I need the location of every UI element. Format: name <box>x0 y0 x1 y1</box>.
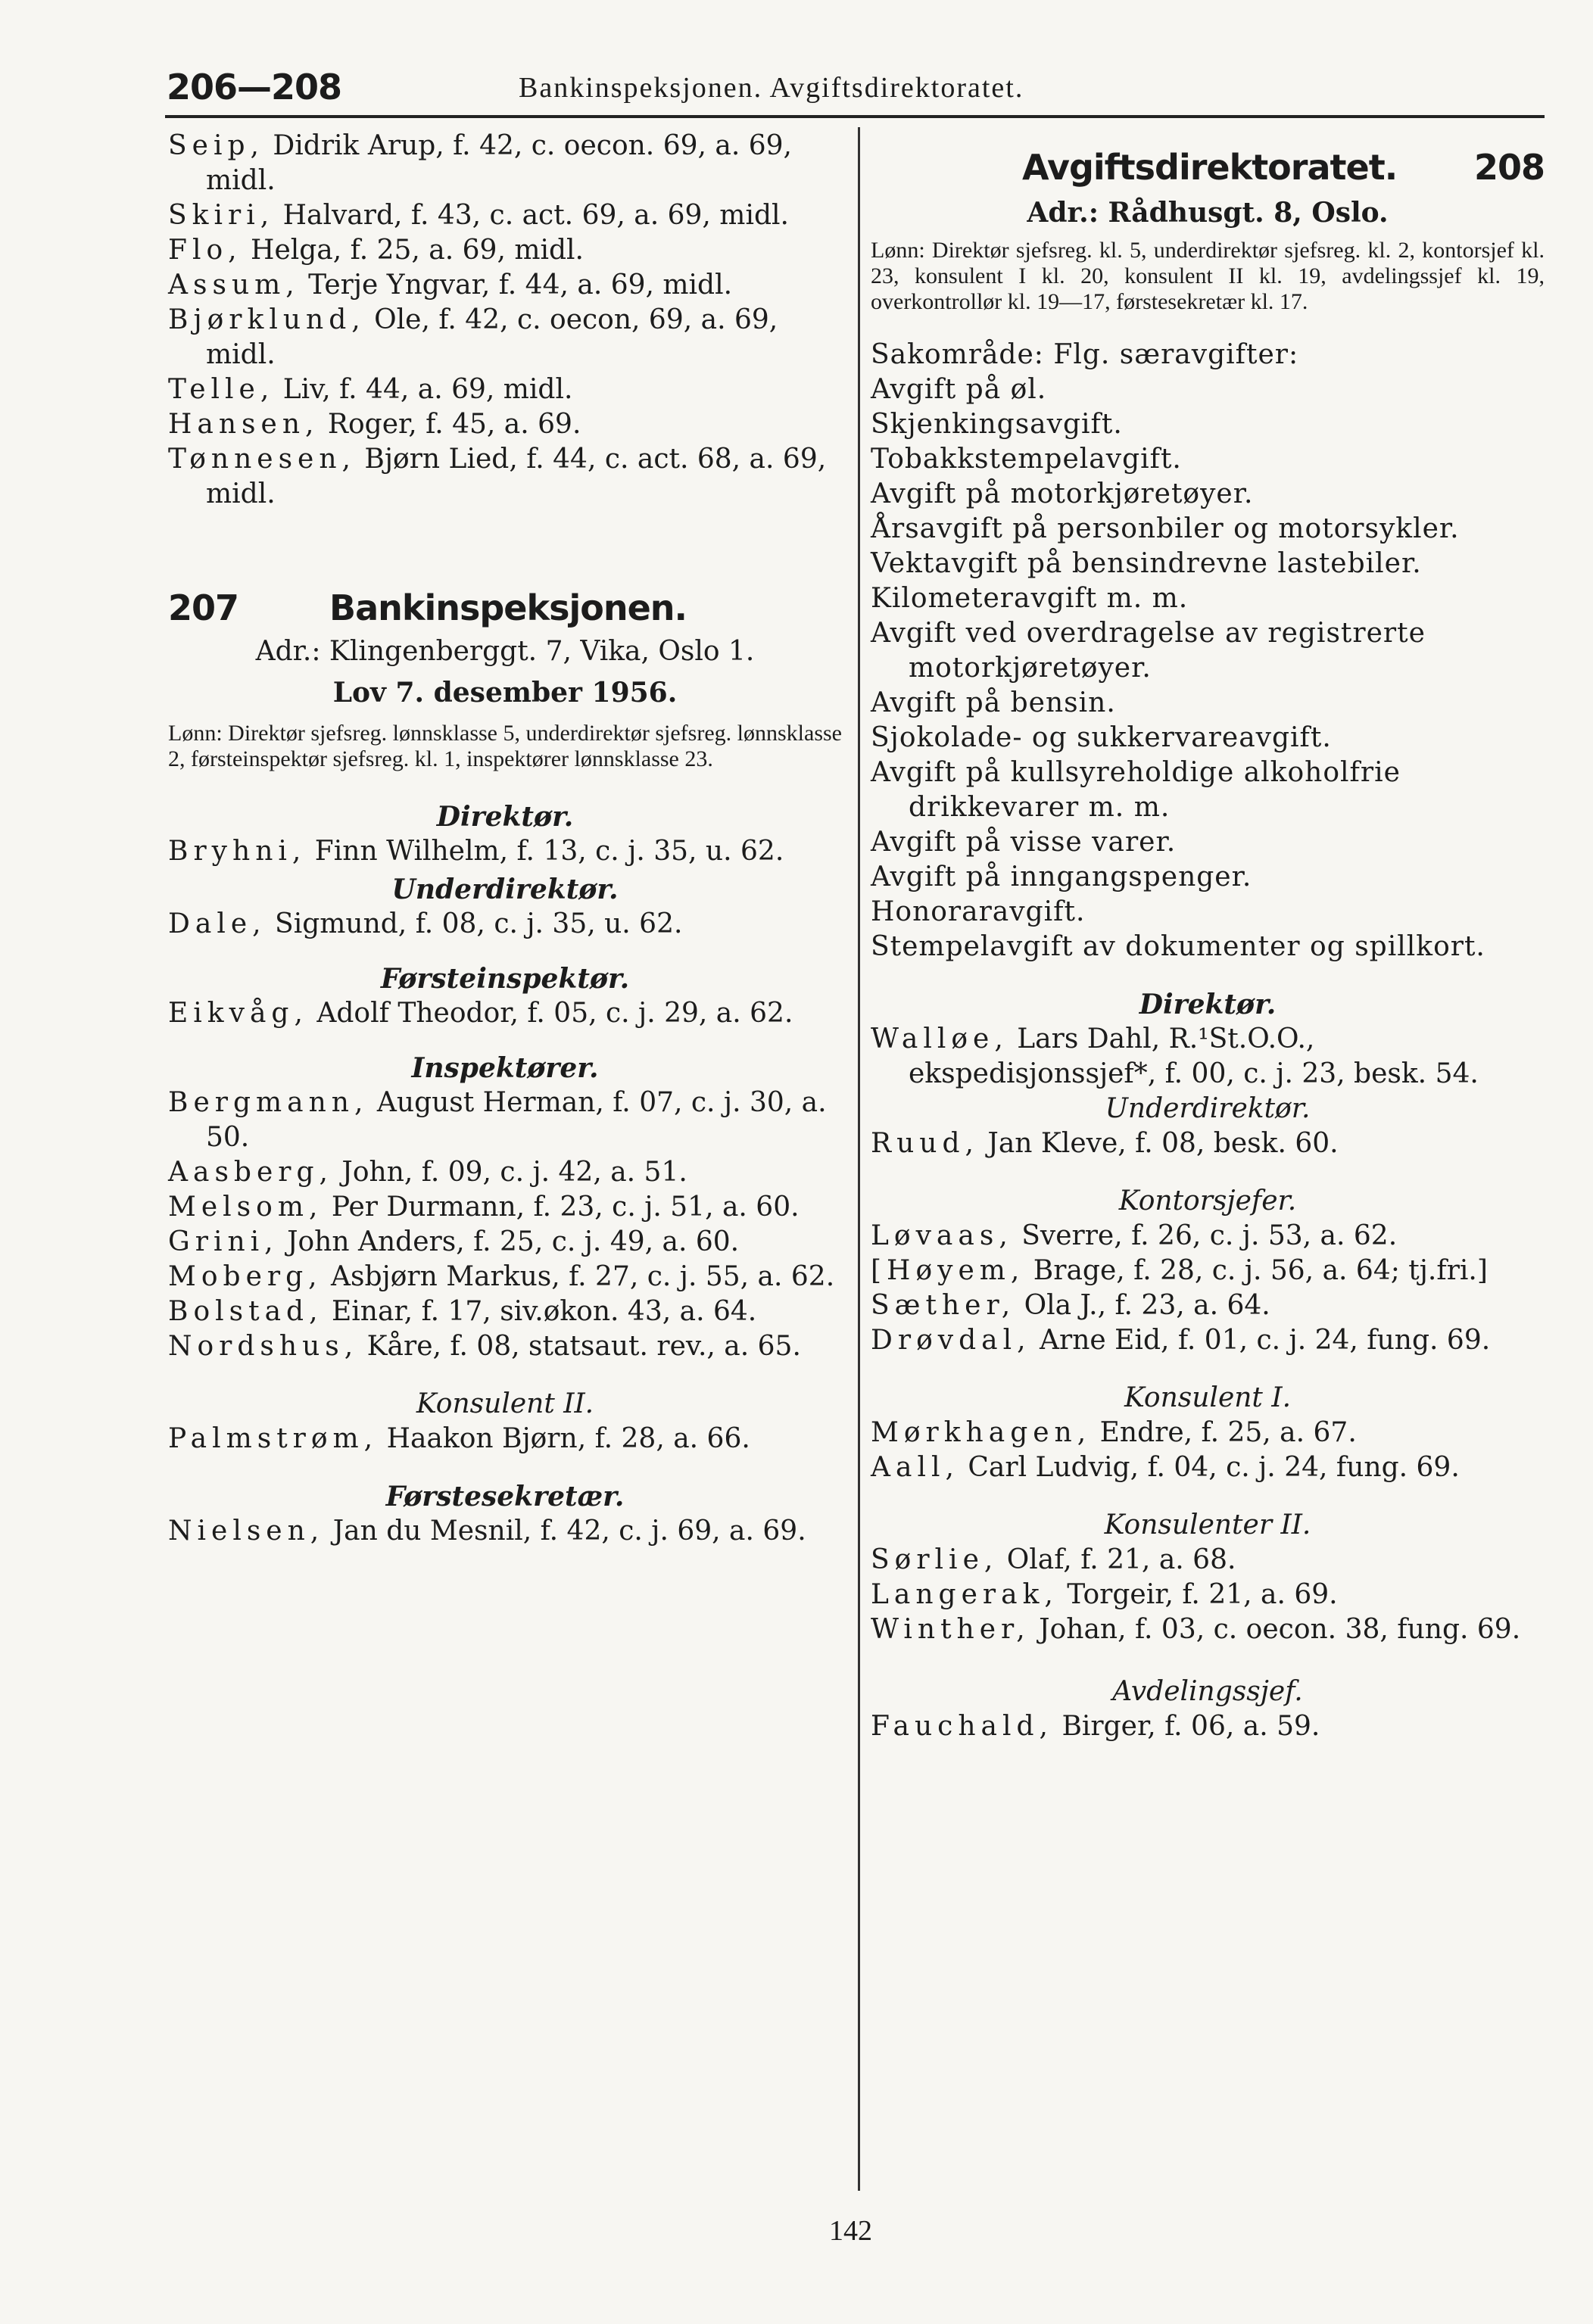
person-details: Jan du Mesnil, f. 42, c. j. 69, a. 69. <box>324 1516 806 1547</box>
list-item <box>871 1126 1545 1161</box>
list-item <box>168 1294 842 1329</box>
person-surname: Tønnesen, <box>168 444 356 475</box>
list-item <box>168 303 842 372</box>
person-surname: Bolstad, <box>168 1296 323 1327</box>
person-surname: Eikvåg, <box>168 998 308 1029</box>
list-item <box>871 1543 1545 1578</box>
heading-direktor: Direktør. <box>1139 989 1277 1020</box>
sakomrade-intro: Sakområde: Flg. særavgifter: <box>871 339 1299 370</box>
person-surname: Bryhni, <box>168 836 307 867</box>
konsulenter-2-list <box>871 1543 1545 1647</box>
forsteinspektor-list <box>168 996 842 1031</box>
page-number: 142 <box>829 2215 872 2247</box>
person-surname: Nielsen, <box>168 1516 325 1547</box>
person-details: Ole, f. 42, c. oecon, 69, a. 69, midl. <box>206 304 778 370</box>
list-item <box>168 442 842 512</box>
left-column <box>168 129 842 1549</box>
person-surname: Hansen, <box>168 409 320 440</box>
person-details: Jan Kleve, f. 08, besk. 60. <box>978 1128 1339 1159</box>
person-surname: Walløe, <box>871 1023 1008 1055</box>
list-item <box>168 1155 842 1190</box>
list-item <box>168 372 842 407</box>
list-item <box>871 1612 1545 1647</box>
kontorsjefer-list <box>871 1219 1545 1358</box>
person-details: Adolf Theodor, f. 05, c. j. 29, a. 62. <box>307 998 793 1029</box>
salary-note: Lønn: Direktør sjefsreg. kl. 5, underdirektør sjefsreg. kl. 2, kontorsjef kl. 23, konsulent I kl. 20, konsulent II kl. 19, avdelingssjef kl. 19, overkontrollør kl. 19—17, førstesekretær kl. 17. <box>871 238 1545 314</box>
list-item <box>168 198 842 233</box>
list-item <box>168 407 842 442</box>
person-surname: Mørkhagen, <box>871 1417 1092 1448</box>
person-surname: Løvaas, <box>871 1220 1013 1251</box>
heading-konsulenter-2: Konsulenter II. <box>1104 1509 1311 1541</box>
direktor-list <box>871 1022 1545 1092</box>
list-item: Honoraravgift. <box>871 896 1086 927</box>
person-details: Sverre, f. 26, c. j. 53, a. 62. <box>1012 1220 1398 1251</box>
section-number: 207 <box>168 587 239 628</box>
list-item <box>168 1260 842 1294</box>
person-surname: Moberg, <box>168 1261 323 1292</box>
person-surname: Flo, <box>168 235 242 266</box>
list-item <box>871 1578 1545 1612</box>
list-item <box>168 268 842 303</box>
list-item: Tobakkstempelavgift. <box>871 444 1182 475</box>
list-item: Avgift på bensin. <box>871 687 1116 718</box>
person-surname: Palmstrøm, <box>168 1423 379 1454</box>
list-item <box>168 996 842 1031</box>
list-item <box>168 1225 842 1260</box>
person-details: Einar, f. 17, siv.økon. 43, a. 64. <box>323 1296 757 1327</box>
list-item <box>871 1323 1545 1358</box>
person-details: Johan, f. 03, c. oecon. 38, fung. 69. <box>1030 1614 1521 1645</box>
section-number: 208 <box>1473 147 1545 188</box>
avdelingssjef-list <box>871 1709 1545 1744</box>
person-details: Carl Ludvig, f. 04, c. j. 24, fung. 69. <box>959 1452 1460 1483</box>
person-surname: Nordshus, <box>168 1331 359 1362</box>
person-surname: Sæther, <box>871 1290 1016 1321</box>
heading-konsulent-1: Konsulent I. <box>1124 1382 1292 1413</box>
person-surname: Seip, <box>168 130 264 161</box>
person-details: Arne Eid, f. 01, c. j. 24, fung. 69. <box>1030 1325 1491 1356</box>
list-item <box>871 1709 1545 1744</box>
salary-note: Lønn: Direktør sjefsreg. lønnsklasse 5, underdirektør sjefsreg. lønnsklasse 2, førsteinspektør sjefsreg. kl. 1, inspektører lønnsklasse 23. <box>168 721 842 771</box>
list-item <box>168 834 842 869</box>
address: Adr.: Rådhusgt. 8, Oslo. <box>1027 197 1389 229</box>
person-surname: Bjørklund, <box>168 304 366 335</box>
list-item <box>871 1450 1545 1485</box>
list-item <box>168 907 842 942</box>
forstesekretaer-list <box>168 1514 842 1549</box>
person-details: Terje Yngvar, f. 44, a. 69, midl. <box>299 269 733 301</box>
list-item: Skjenkingsavgift. <box>871 409 1123 440</box>
heading-inspektorer: Inspektører. <box>411 1052 599 1084</box>
heading-forstesekretaer: Førstesekretær. <box>385 1481 625 1512</box>
person-details: Ola J., f. 23, a. 64. <box>1015 1290 1270 1321</box>
list-item <box>168 1422 842 1456</box>
header-rule <box>165 115 1545 118</box>
person-details: Olaf, f. 21, a. 68. <box>998 1544 1236 1575</box>
list-item <box>168 1514 842 1549</box>
person-surname: Langerak, <box>871 1579 1058 1610</box>
person-surname: Telle, <box>168 374 275 405</box>
heading-underdirektor: Underdirektør. <box>1105 1093 1311 1124</box>
person-surname: Aall, <box>871 1452 959 1483</box>
sakomrade-list <box>871 338 1545 964</box>
list-item: Avgift på motorkjøretøyer. <box>871 478 1254 509</box>
person-details: Sigmund, f. 08, c. j. 35, u. 62. <box>266 908 683 939</box>
list-item: Årsavgift på personbiler og motorsykler. <box>871 513 1460 544</box>
person-surname: Aasberg, <box>168 1157 333 1188</box>
person-details: Halvard, f. 43, c. act. 69, a. 69, midl. <box>274 200 789 231</box>
list-item: Avgift ved overdragelse av registrerte motorkjøretøyer. <box>871 618 1426 684</box>
person-details: Helga, f. 25, a. 69, midl. <box>242 235 584 266</box>
address: Adr.: Klingenberggt. 7, Vika, Oslo 1. <box>255 636 755 667</box>
list-item: Stempelavgift av dokumenter og spillkort. <box>871 931 1485 962</box>
person-details: Finn Wilhelm, f. 13, c. j. 35, u. 62. <box>306 836 784 867</box>
list-item: Avgift på øl. <box>871 374 1047 405</box>
list-item: Kilometeravgift m. m. <box>871 583 1189 614</box>
list-item <box>871 1254 1545 1288</box>
person-details: Haakon Bjørn, f. 28, a. 66. <box>378 1423 750 1454</box>
person-details: Roger, f. 45, a. 69. <box>319 409 581 440</box>
list-item <box>168 1329 842 1364</box>
heading-direktor: Direktør. <box>436 801 574 833</box>
inspektorer-list <box>168 1086 842 1364</box>
list-item <box>871 1219 1545 1254</box>
list-item <box>871 1288 1545 1323</box>
list-item <box>168 129 842 198</box>
direktor-list <box>168 834 842 869</box>
list-item <box>871 1022 1545 1092</box>
person-surname: Melsom, <box>168 1192 323 1223</box>
person-surname: Dale, <box>168 908 267 939</box>
person-surname: Fauchald, <box>871 1711 1053 1742</box>
konsulent-list <box>168 1422 842 1456</box>
list-item: Avgift på inngangspenger. <box>871 861 1252 893</box>
person-surname: Skiri, <box>168 200 275 231</box>
law: Lov 7. desember 1956. <box>332 677 678 709</box>
person-surname: Ruud, <box>871 1128 979 1159</box>
list-item <box>168 233 842 268</box>
person-details: Kåre, f. 08, statsaut. rev., a. 65. <box>358 1331 801 1362</box>
konsulent-1-list <box>871 1416 1545 1485</box>
section-208-heading <box>871 147 1545 188</box>
person-surname: Winther, <box>871 1614 1030 1645</box>
person-surname: Sørlie, <box>871 1544 999 1575</box>
person-details: Liv, f. 44, a. 69, midl. <box>274 374 573 405</box>
heading-avdelingssjef: Avdelingssjef. <box>1112 1676 1303 1707</box>
person-surname: Assum, <box>168 269 300 301</box>
list-item <box>168 1190 842 1225</box>
section-title: Bankinspeksjonen. <box>329 587 687 628</box>
underdirektor-list <box>168 907 842 942</box>
entry-list-continued <box>168 129 842 512</box>
underdirektor-list <box>871 1126 1545 1161</box>
column-divider <box>858 127 860 2191</box>
list-item: Avgift på kullsyreholdige alkoholfrie drikkevarer m. m. <box>871 757 1401 823</box>
person-details: Per Durmann, f. 23, c. j. 51, a. 60. <box>323 1192 800 1223</box>
person-details: Bjørn Lied, f. 44, c. act. 68, a. 69, midl. <box>206 444 827 509</box>
heading-forsteinspektor: Førsteinspektør. <box>380 963 630 995</box>
section-207-heading <box>168 587 842 628</box>
running-title: Bankinspeksjonen. Avgiftsdirektoratet. <box>519 72 1024 104</box>
person-details: John Anders, f. 25, c. j. 49, a. 60. <box>278 1226 740 1257</box>
person-details: Brage, f. 28, c. j. 56, a. 64; tj.fri.] <box>1024 1255 1488 1286</box>
person-details: Torgeir, f. 21, a. 69. <box>1058 1579 1338 1610</box>
person-details: John, f. 09, c. j. 42, a. 51. <box>332 1157 687 1188</box>
list-item <box>871 1416 1545 1450</box>
list-item <box>168 1086 842 1155</box>
person-surname: [Høyem, <box>871 1255 1025 1286</box>
heading-underdirektor: Underdirektør. <box>391 874 619 905</box>
person-surname: Drøvdal, <box>871 1325 1031 1356</box>
section-title: Avgiftsdirektoratet. <box>1022 147 1398 188</box>
person-details: Didrik Arup, f. 42, c. oecon. 69, a. 69, midl. <box>206 130 792 196</box>
page-header <box>167 67 1499 112</box>
person-details: Lars Dahl, R.¹St.O.O., ekspedisjonssjef*, f. 00, c. j. 23, besk. 54. <box>909 1023 1479 1089</box>
heading-kontorsjefer: Kontorsjefer. <box>1118 1185 1297 1217</box>
person-details: Asbjørn Markus, f. 27, c. j. 55, a. 62. <box>322 1261 835 1292</box>
page-range: 206—208 <box>167 67 342 107</box>
right-column <box>871 129 1545 1744</box>
person-details: Endre, f. 25, a. 67. <box>1091 1417 1357 1448</box>
person-details: August Herman, f. 07, c. j. 30, a. 50. <box>206 1087 827 1153</box>
list-item: Vektavgift på bensindrevne lastebiler. <box>871 548 1422 579</box>
person-surname: Bergmann, <box>168 1087 369 1118</box>
person-surname: Grini, <box>168 1226 279 1257</box>
list-item: Avgift på visse varer. <box>871 827 1177 858</box>
person-details: Birger, f. 06, a. 59. <box>1053 1711 1320 1742</box>
list-item: Sjokolade- og sukkervareavgift. <box>871 722 1332 753</box>
heading-konsulent: Konsulent II. <box>416 1388 594 1419</box>
